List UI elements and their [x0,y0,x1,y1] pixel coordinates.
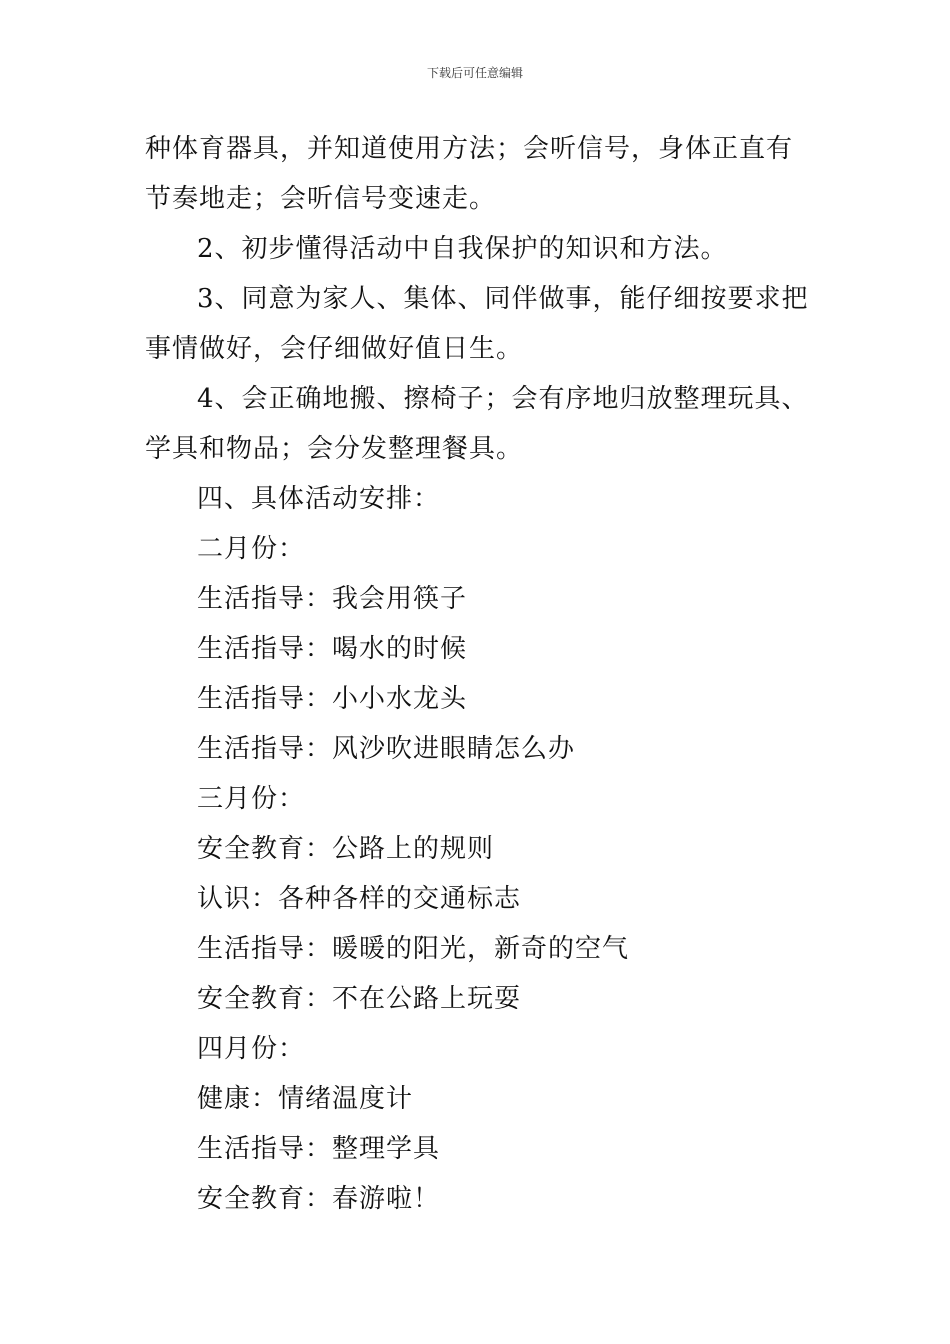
month-heading-february: 二月份： [197,534,306,564]
activity-item: 生活指导：喝水的时候 [197,634,468,664]
activity-item: 生活指导：风沙吹进眼睛怎么办 [197,734,576,764]
month-heading-march: 三月份： [197,784,306,814]
month-heading-april: 四月份： [197,1034,306,1064]
goal-item-2: 2、初步懂得活动中自我保护的知识和方法。 [197,234,728,264]
activity-item: 健康：情绪温度计 [197,1084,414,1114]
activity-item: 安全教育：公路上的规则 [197,834,495,864]
paragraph-continuation: 种体育器具，并知道使用方法；会听信号，身体正直有节奏地走；会听信号变速走。 [145,134,794,214]
activity-item: 生活指导：我会用筷子 [197,584,468,614]
activity-item: 生活指导：小小水龙头 [197,684,468,714]
page-header: 下载后可任意编辑 [426,66,523,80]
activity-item: 认识：各种各样的交通标志 [197,884,522,914]
activity-item: 生活指导：整理学具 [197,1134,441,1164]
activity-item: 生活指导：暖暖的阳光，新奇的空气 [197,934,630,964]
goal-item-3: 3、同意为家人、集体、同伴做事，能仔细按要求把事情做好，会仔细做好值日生。 [145,284,809,364]
activity-item: 安全教育：不在公路上玩耍 [197,984,522,1014]
section-heading: 四、具体活动安排： [197,484,441,514]
activity-item: 安全教育：春游啦！ [197,1184,441,1214]
document-body [145,124,811,1224]
goal-item-4: 4、会正确地搬、擦椅子；会有序地归放整理玩具、学具和物品；会分发整理餐具。 [145,384,809,464]
